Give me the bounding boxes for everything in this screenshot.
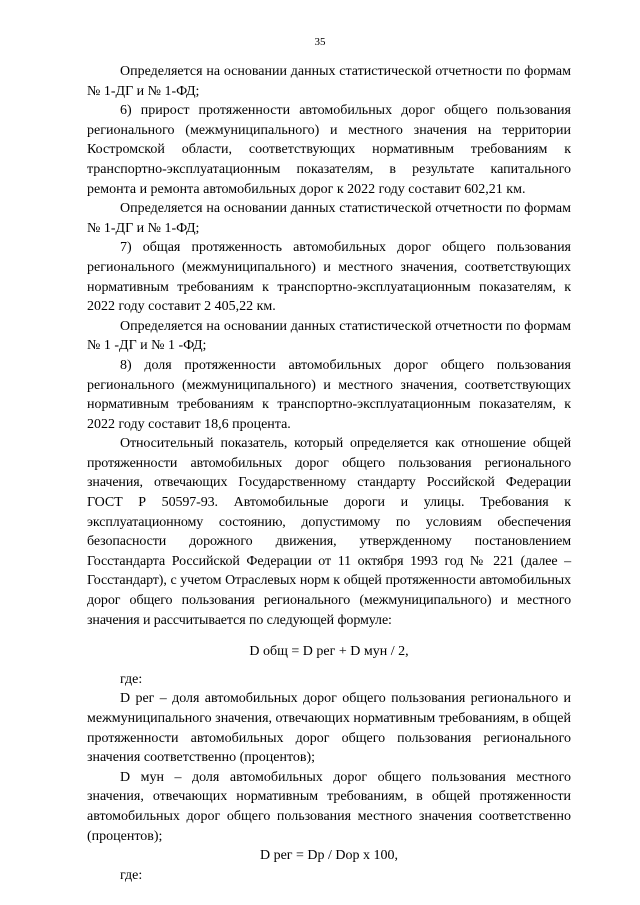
definition-d-mun: D мун – доля автомобильных дорог общего пользования местного значения, отвечающих нормативным требованиям, в общей протяженности автомобильных дорог общего пользования местного значения соответственно (процентов); xyxy=(87,769,571,844)
paragraph-item-6: 6) прирост протяженности автомобильных дорог общего пользования регионального (межмуниципального) и местного значения на территории Костромской области, соответствующих нормативным требованиям к транспортно-эксплуатационным показателям, в результате капитального ремонта и ремонта автомобильных дорог к 2022 году составит 602,21 км. xyxy=(87,103,571,197)
paragraph-item-7: 7) общая протяженность автомобильных дорог общего пользования регионального (межмуниципального) и местного значения, соответствующих нормативным требованиям к транспортно-эксплуатационным показателям, к 2022 году составит 2 405,22 км. xyxy=(87,240,571,315)
paragraph-basis-3: Определяется на основании данных статистической отчетности по формам № 1 -ДГ и № 1 -ФД; xyxy=(87,318,571,354)
formula-d-total: D общ = D рег + D мун / 2, xyxy=(249,644,409,660)
where-label-2: где: xyxy=(120,867,143,883)
paragraph-item-8: 8) доля протяженности автомобильных дорог общего пользования регионального (межмуниципального) и местного значения, соответствующих нормативным требованиям к транспортно-эксплуатационным показателям, к 2022 году составит 18,6 процента. xyxy=(87,357,571,432)
formula-d-reg: D рег = Dp / Dop x 100, xyxy=(259,848,399,864)
paragraph-basis-1: Определяется на основании данных статистической отчетности по формам № 1-ДГ и № 1-ФД; xyxy=(87,64,571,99)
page-number: 35 xyxy=(314,36,326,48)
where-label-1: где: xyxy=(120,671,143,687)
definition-d-reg: D рег – доля автомобильных дорог общего пользования регионального и межмуниципального значения, отвечающих нормативным требованиям, в общей протяженности автомобильных дорог общего пользования регионального значения соответственно (процентов); xyxy=(87,691,571,766)
document-body xyxy=(87,62,571,885)
paragraph-basis-2: Определяется на основании данных статистической отчетности по формам № 1-ДГ и № 1-ФД; xyxy=(87,201,571,236)
paragraph-relative-indicator: Относительный показатель, который определяется как отношение общей протяженности автомобильных дорог общего пользования регионального значения, отвечающих Государственному стандарту Российской Федерации ГОСТ Р 50597-93. Автомобильные дороги и улицы. Требования к эксплуатационному состоянию, допустимому по условиям обеспечения безопасности дорожного движения, утвержденному постановлением Госстандарта Российской Федерации от 11 октября 1993 год № 221 (далее – Госстандарт), с учетом Отраслевых норм к общей протяженности автомобильных дорог общего пользования регионального (межмуниципального) и местного значения и рассчитывается по следующей формуле: xyxy=(87,436,571,628)
